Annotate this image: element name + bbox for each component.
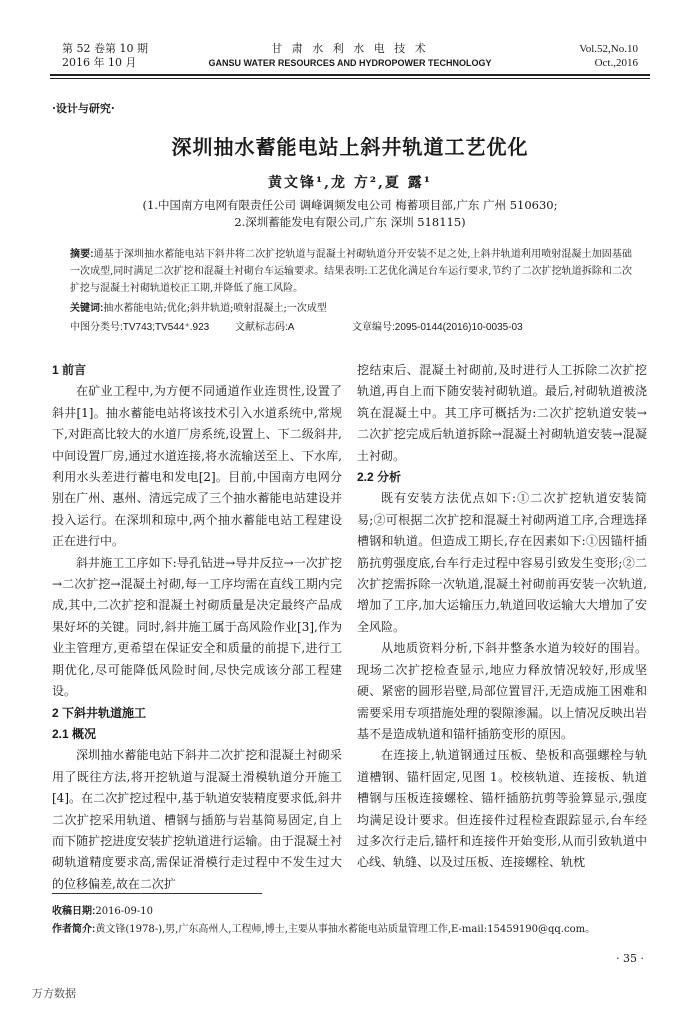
header-journal-name [50,42,650,70]
journal-name-cn: 甘 肃 水 利 水 电 技 术 [271,42,429,55]
footnote-received [52,902,650,917]
header-date-en: Oct.,2016 [594,57,638,69]
document-code: 文献标志码:A [235,322,295,333]
article-authors: 黄文锋¹,龙 方²,夏 露¹ [268,175,432,191]
watermark: 万方数据 [32,988,76,1000]
paragraph: 在连接上,轨道钢通过压板、垫板和高强螺栓与轨道槽钢、锚杆固定,见图 1。校核轨道、连接板、轨道槽钢与压板连接螺栓、锚杆插筋抗剪等验算显示,强度均满足设计要求。但连接件过程检查跟踪显示,台车经过多次行走后,锚杆和连接件开始变形,从而引致轨道中心线、轨缝、以及过压板、连接螺栓、轨枕 [357,748,647,870]
footnote-rule [52,893,262,894]
running-header [50,42,650,72]
journal-name-en: GANSU WATER RESOURCES AND HYDROPOWER TECHNOLOGY [208,58,492,68]
paragraph: 斜井施工工序如下:导孔钻进→导井反拉→一次扩挖→二次扩挖→混凝土衬砌,每一工序均需在直线工期内完成,其中,二次扩挖和混凝土衬砌质量是决定最终产品成果好坏的关键。同时,斜井施工属于高风险作业[3],作为业主管理方,更希望在保证安全和质量的前提下,进行工期优化,尽可能降低风险时间,尽快完成该分部工程建设。 [52,555,342,699]
article-title: 深圳抽水蓄能电站上斜井轨道工艺优化 [171,135,529,159]
clc-number: 中图分类号:TV743;TV544⁺.923 [70,322,210,333]
abstract [70,246,632,297]
affiliation-1: (1.中国南方电网有限责任公司 调峰调频发电公司 梅蓄项目部,广东 广州 510630; [142,198,558,212]
paragraph: 深圳抽水蓄能电站下斜井二次扩挖和混凝土衬砌采用了既往方法,将开挖轨道与混凝土滑模轨道分开施工[4]。在二次扩挖过程中,基于轨道安装精度要求低,斜井二次扩挖采用轨道、槽钢与插筋与岩基简易固定,自上而下随扩挖进度安装扩挖轨道进行运输。由于混凝土衬砌轨道精度要求高,需保证滑模行走过程中不发生过大的位移偏差,故在二次扩 [52,748,342,891]
header-date-cn: 2016 年 10 月 [62,56,137,69]
page-number: · 35 · [616,952,644,965]
footnote-author [52,920,650,935]
keywords-label: 关键词: [70,303,104,314]
heading-section-2-2: 2.2 分析 [357,470,402,485]
author-bio-label: 作者简介: [52,924,96,935]
abstract-text: 通基于深圳抽水蓄能电站下斜井将二次扩挖轨道与混凝土衬砌轨道分开安装不足之处,上斜井轨道利用喷射混凝土加固基础一次成型,同时满足二次扩挖和混凝土衬砌台车运输要求。结果表明:工艺优化满足台车运行要求,节约了二次扩挖轨道拆除和二次扩挖与混凝土衬砌轨道校正工期,并降低了施工风险。 [70,249,632,294]
paragraph: 挖结束后、混凝土衬砌前,及时进行人工拆除二次扩挖轨道,再自上而下随安装衬砌轨道。最后,衬砌轨道被浇筑在混凝土中。其工序可概括为:二次扩挖轨道安装→二次扩挖完成后轨道拆除→混凝土衬砌轨道安装→混凝土衬砌。 [357,363,647,463]
abstract-label: 摘要: [70,249,94,260]
heading-section-2: 2 下斜井轨道施工 [52,705,147,720]
received-label: 收稿日期: [52,906,96,917]
header-issue-en [579,42,638,70]
paragraph: 既有安装方法优点如下:①二次扩挖轨道安装简易;②可根据二次扩挖和混凝土衬砌两道工序,合理选择槽钢和轨道。但造成工期长,存在因素如下:①因锚杆插筋抗剪强度底,台车行走过程中容易引致发生变形;②二次扩挖需拆除一次轨道,混凝土衬砌前再安装一次轨道,增加了工序,加大运输压力,轨道回收运输大大增加了安全风险。 [357,491,647,634]
header-volume-en: Vol.52,No.10 [579,43,638,55]
right-column [357,360,647,874]
author-bio: 黄文锋(1978-),男,广东高州人,工程师,博士,主要从事抽水蓄能电站质量管理工作,E-mail:15459190@qq.com。 [95,924,596,935]
header-volume-cn: 第 52 卷第 10 期 [62,42,148,55]
heading-section-2-1: 2.1 概况 [52,726,97,741]
paragraph: 在矿业工程中,为方便不同通道作业连贯性,设置了斜井[1]。抽水蓄能电站将该技术引入水道系统中,常规下,对距高比较大的水道厂房系统,设置上、下二级斜井,中间设置厂房,通过水道连接,将水流输送至上、下水库,利用水头差进行蓄电和发电[2]。目前,中国南方电网分别在广州、惠州、清远完成了三个抽水蓄能电站建设并投入运行。在深圳和琼中,两个抽水蓄能电站工程建设正在进行中。 [52,384,342,549]
article-number: 文章编号:2095-0144(2016)10-0035-03 [352,322,523,333]
received-date: 2016-09-10 [95,906,153,917]
keywords [70,299,632,314]
header-rule-thick [50,74,650,76]
left-column [52,360,342,895]
affiliation-2: 2.深圳蓄能发电有限公司,广东 深圳 518115) [234,215,466,229]
paragraph: 从地质资料分析,下斜井整条水道为较好的围岩。现场二次扩挖检查显示,地应力释放情况较好,形成坚硬、紧密的圆形岩壁,局部位置冒汗,无造成施工困难和需要采用专项措施处理的裂隙渗漏。以上情况反映出岩基不是造成轨道和锚杆插筋变形的原因。 [357,641,647,741]
header-rule-thin [50,78,650,79]
heading-intro: 1 前言 [52,363,87,377]
keywords-text: 抽水蓄能电站;优化;斜井轨道;喷射混凝土;一次成型 [103,303,327,314]
section-tag: ·设计与研究· [52,102,115,115]
